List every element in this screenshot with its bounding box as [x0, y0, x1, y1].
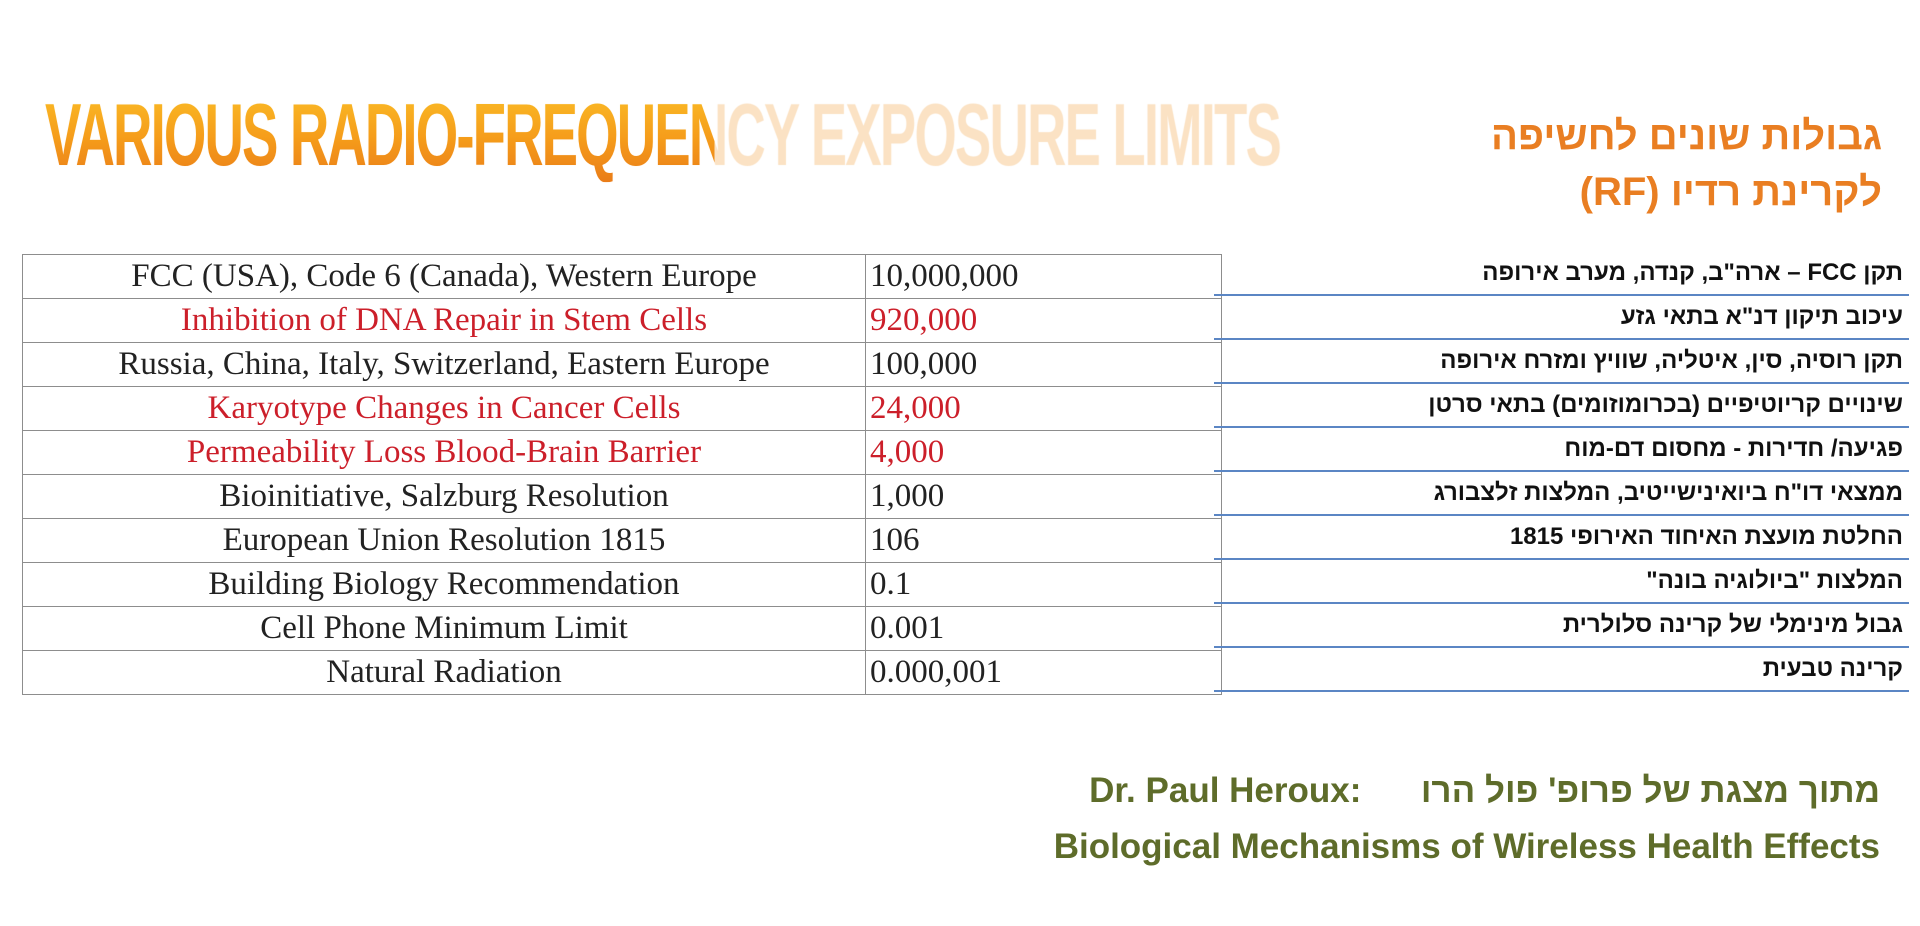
table-row [23, 651, 1222, 695]
table-row [23, 563, 1222, 607]
row-value: 0.001 [866, 607, 1222, 651]
row-label: Building Biology Recommendation [23, 563, 866, 607]
hebrew-row: פגיעה/ חדירות - מחסום דם-מוח [1214, 428, 1909, 472]
row-label: FCC (USA), Code 6 (Canada), Western Europe [23, 255, 866, 299]
row-label: Natural Radiation [23, 651, 866, 695]
row-value: 24,000 [866, 387, 1222, 431]
row-value: 920,000 [866, 299, 1222, 343]
credit-line-1 [1054, 763, 1880, 819]
hebrew-row: עיכוב תיקון דנ"א בתאי גזע [1214, 296, 1909, 340]
row-value: 0.1 [866, 563, 1222, 607]
row-value: 10,000,000 [866, 255, 1222, 299]
row-label: Cell Phone Minimum Limit [23, 607, 866, 651]
table-row [23, 343, 1222, 387]
presenter-name: Dr. Paul Heroux: [1089, 771, 1362, 810]
hebrew-title-line-2: לקרינת רדיו (RF) [1579, 170, 1882, 214]
source-credit [1054, 763, 1880, 875]
row-value: 106 [866, 519, 1222, 563]
hebrew-title-line-1: גבולות שונים לחשיפה [1491, 114, 1882, 158]
hebrew-row: קרינה טבעית [1214, 648, 1909, 692]
table-row [23, 387, 1222, 431]
row-label: Bioinitiative, Salzburg Resolution [23, 475, 866, 519]
row-value: 100,000 [866, 343, 1222, 387]
hebrew-row: החלטת מועצת האיחוד האירופי 1815 [1214, 516, 1909, 560]
row-value: 0.000,001 [866, 651, 1222, 695]
table-row [23, 299, 1222, 343]
row-label: Inhibition of DNA Repair in Stem Cells [23, 299, 866, 343]
table-row [23, 475, 1222, 519]
row-value: 4,000 [866, 431, 1222, 475]
hebrew-translation-list [1214, 252, 1909, 692]
hebrew-row: תקן FCC – ארה"ב, קנדה, מערב אירופה [1214, 252, 1909, 296]
hebrew-row: גבול מינימלי של קרינה סלולרית [1214, 604, 1909, 648]
english-title: VARIOUS RADIO-FREQUENCY EXPOSURE LIMITS [45, 85, 1281, 184]
hebrew-row: המלצות "ביולוגיה בונה" [1214, 560, 1909, 604]
hebrew-row: שינויים קריוטיפיים (בכרומוזומים) בתאי סרטן [1214, 384, 1909, 428]
presentation-title: Biological Mechanisms of Wireless Health Effects [1053, 827, 1880, 866]
credit-prefix-hebrew: מתוך מצגת של פרופ' פול הרו [1420, 771, 1880, 810]
hebrew-row: ממצאי דו"ח ביואינישייטיב, המלצות זלצבורג [1214, 472, 1909, 516]
exposure-limits-table [22, 254, 1222, 695]
table-row [23, 519, 1222, 563]
row-value: 1,000 [866, 475, 1222, 519]
hebrew-row: תקן רוסיה, סין, איטליה, שוויץ ומזרח אירופה [1214, 340, 1909, 384]
hebrew-title [1491, 108, 1882, 220]
table-row [23, 607, 1222, 651]
row-label: Karyotype Changes in Cancer Cells [23, 387, 866, 431]
row-label: European Union Resolution 1815 [23, 519, 866, 563]
row-label: Russia, China, Italy, Switzerland, Eastern Europe [23, 343, 866, 387]
table-row [23, 431, 1222, 475]
row-label: Permeability Loss Blood-Brain Barrier [23, 431, 866, 475]
table-row [23, 255, 1222, 299]
